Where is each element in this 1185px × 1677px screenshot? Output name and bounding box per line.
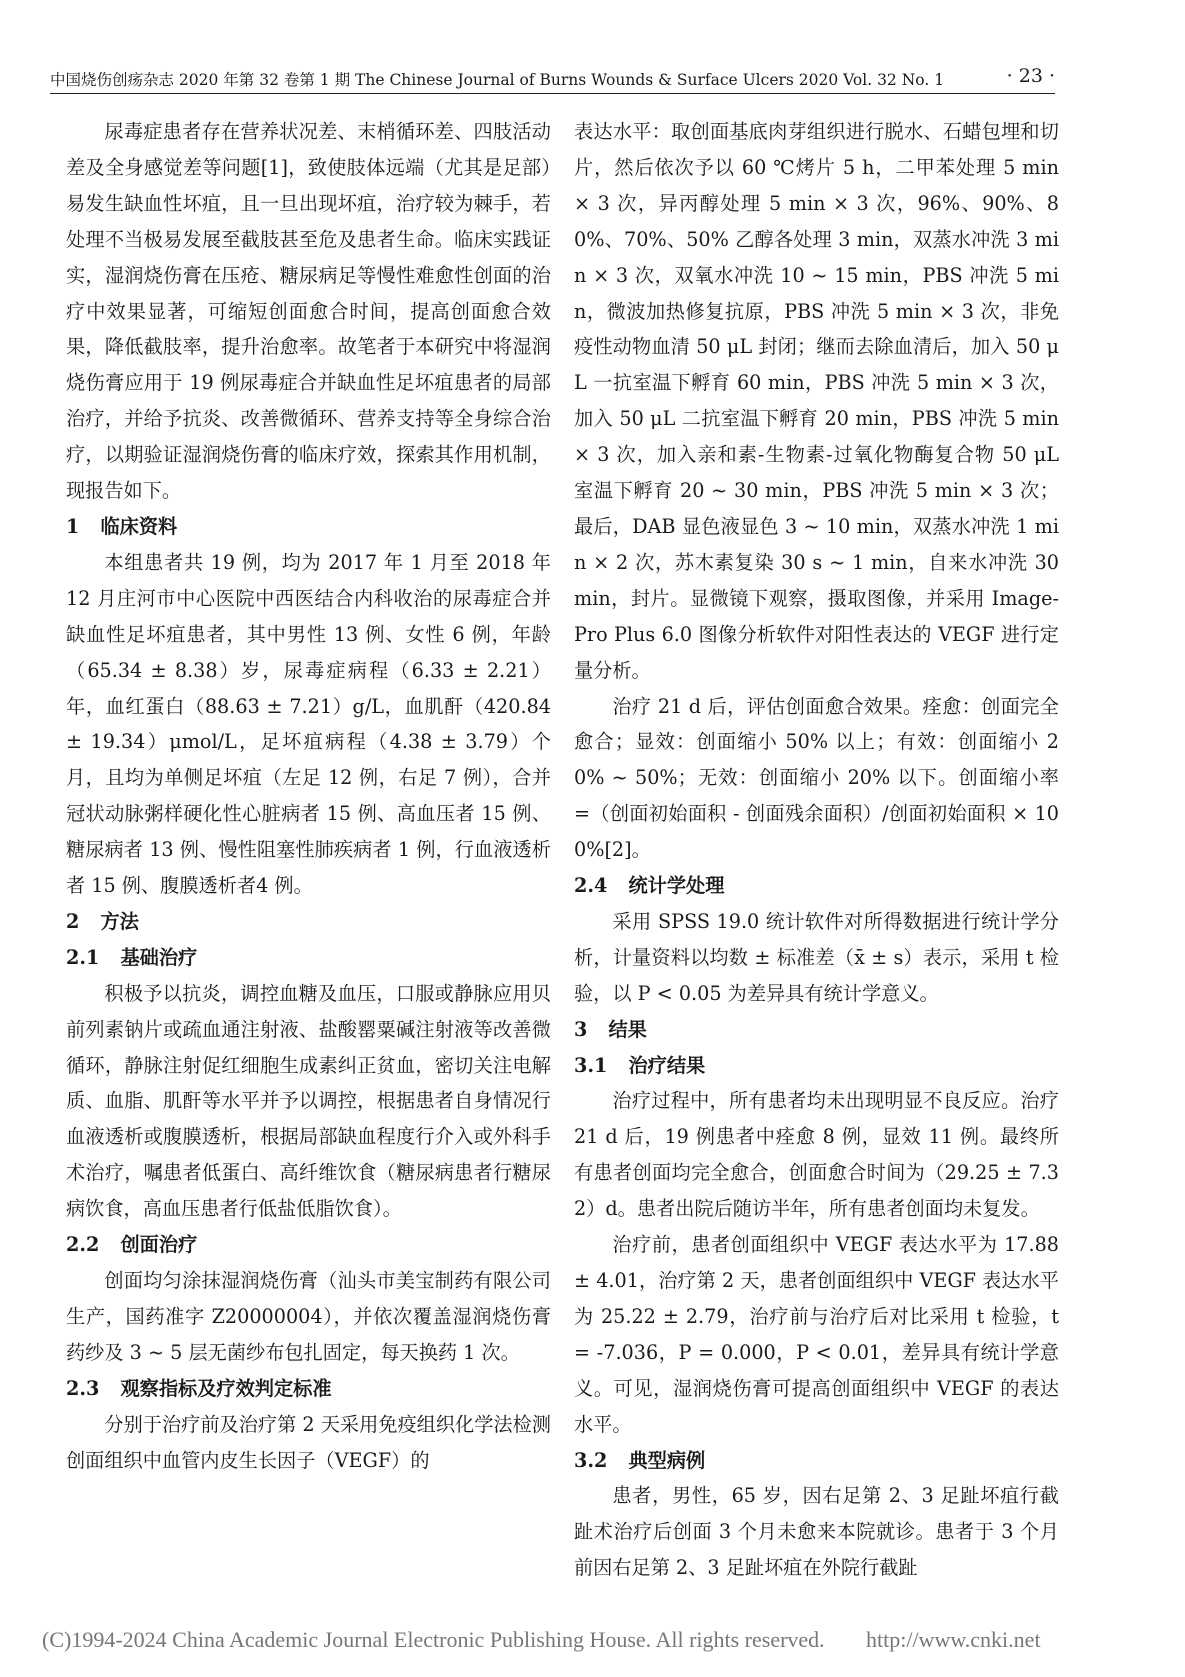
journal-citation: 中国烧伤创疡杂志 2020 年第 32 卷第 1 期 The Chinese Journal of Burns Wounds & Surface Ulcers 2020 Vol. 32 No. 1 xyxy=(50,71,945,89)
paragraph: 患者，男性，65 岁，因右足第 2、3 足趾坏疽行截趾术治疗后创面 3 个月未愈来本院就诊。患者于 3 个月前因右足第 2、3 足趾坏疽在外院行截趾 xyxy=(574,1484,1059,1580)
section-heading xyxy=(574,1012,1059,1048)
section-number: 2.1 xyxy=(66,945,100,969)
paragraph: 尿毒症患者存在营养状况差、末梢循环差、四肢活动差及全身感觉差等问题[1]，致使肢体远端（尤其是足部）易发生缺血性坏疽，且一旦出现坏疽，治疗较为棘手，若处理不当极易发展至截肢甚至危及患者生命。临床实践证实，湿润烧伤膏在压疮、糖尿病足等慢性难愈性创面的治疗中效果显著，可缩短创面愈合时间，提高创面愈合效果，降低截肢率，提升治愈率。故笔者于本研究中将湿润烧伤膏应用于 19 例尿毒症合并缺血性足坏疽患者的局部治疗，并给予抗炎、改善微循环、营养支持等全身综合治疗，以期验证湿润烧伤膏的临床疗效，探索其作用机制，现报告如下。 xyxy=(66,120,551,503)
section-number: 2.4 xyxy=(574,874,608,898)
section-number: 2.3 xyxy=(66,1376,100,1400)
paragraph: 分别于治疗前及治疗第 2 天采用免疫组织化学法检测创面组织中血管内皮生长因子（VEGF）的 xyxy=(66,1412,551,1472)
section-title: 统计学处理 xyxy=(628,874,725,898)
section-title: 典型病例 xyxy=(628,1448,706,1472)
paragraph: 治疗前，患者创面组织中 VEGF 表达水平为 17.88 ± 4.01，治疗第 2 天，患者创面组织中 VEGF 表达水平为 25.22 ± 2.79，治疗前与治疗后对比采用 t 检验，t = -7.036，P = 0.000，P < 0.01，差异具有统计学意义。可见，湿润烧伤膏可提高创面组织中 VEGF 的表达水平。 xyxy=(574,1233,1059,1436)
section-heading xyxy=(574,1048,1059,1084)
section-number: 2 xyxy=(66,909,80,933)
section-number: 3 xyxy=(574,1017,588,1041)
running-header xyxy=(50,62,1055,92)
section-title: 创面治疗 xyxy=(120,1233,198,1257)
section-title: 方法 xyxy=(100,909,139,933)
copyright-footer xyxy=(42,1627,1042,1653)
page-number: · 23 · xyxy=(1006,65,1055,87)
section-title: 观察指标及疗效判定标准 xyxy=(120,1376,332,1400)
section-heading xyxy=(574,868,1059,904)
cnki-url: http://www.cnki.net xyxy=(866,1627,1041,1652)
paragraph: 采用 SPSS 19.0 统计软件对所得数据进行统计学分析，计量资料以均数 ± 标准差（x̄ ± s）表示，采用 t 检验，以 P < 0.05 为差异具有统计学意义。 xyxy=(574,909,1059,1005)
section-heading xyxy=(66,1227,551,1263)
section-title: 临床资料 xyxy=(100,514,178,538)
copyright-text: (C)1994-2024 China Academic Journal Electronic Publishing House. All rights reserved. xyxy=(42,1627,825,1652)
section-heading xyxy=(66,1371,551,1407)
section-number: 3.1 xyxy=(574,1053,608,1077)
section-heading xyxy=(574,1443,1059,1479)
section-title: 结果 xyxy=(608,1017,647,1041)
header-rule xyxy=(50,93,1055,94)
paragraph: 积极予以抗炎，调控血糖及血压，口服或静脉应用贝前列素钠片或疏血通注射液、盐酸罂粟碱注射液等改善微循环，静脉注射促红细胞生成素纠正贫血，密切关注电解质、血脂、肌酐等水平并予以调控，根据患者自身情况行血液透析或腹膜透析，根据局部缺血程度行介入或外科手术治疗，嘱患者低蛋白、高纤维饮食（糖尿病患者行糖尿病饮食，高血压患者行低盐低脂饮食）。 xyxy=(66,981,551,1221)
left-column xyxy=(66,114,551,1478)
paragraph: 治疗过程中，所有患者均未出现明显不良反应。治疗 21 d 后，19 例患者中痊愈 8 例，显效 11 例。最终所有患者创面均完全愈合，创面愈合时间为（29.25 ± 7.32）d。患者出院后随访半年，所有患者创面均未复发。 xyxy=(574,1089,1059,1221)
section-title: 治疗结果 xyxy=(628,1053,706,1077)
section-heading xyxy=(66,940,551,976)
section-heading xyxy=(66,509,551,545)
section-number: 3.2 xyxy=(574,1448,608,1472)
right-column xyxy=(574,114,1059,1586)
section-title: 基础治疗 xyxy=(120,945,198,969)
paragraph-continued: 表达水平：取创面基底肉芽组织进行脱水、石蜡包埋和切片，然后依次予以 60 ℃烤片 5 h，二甲苯处理 5 min × 3 次，异丙醇处理 5 min × 3 次，96%、90%、80%、70%、50% 乙醇各处理 3 min，双蒸水冲洗 3 min × 3 次，双氧水冲洗 10 ~ 15 min，PBS 冲洗 5 min，微波加热修复抗原，PBS 冲洗 5 min × 3 次，非免疫性动物血清 50 μL 封闭；继而去除血清后，加入 50 μL 一抗室温下孵育 60 min，PBS 冲洗 5 min × 3 次，加入 50 μL 二抗室温下孵育 20 min，PBS 冲洗 5 min × 3 次，加入亲和素-生物素-过氧化物酶复合物 50 μL 室温下孵育 20 ~ 30 min，PBS 冲洗 5 min × 3 次；最后，DAB 显色液显色 3 ~ 10 min，双蒸水冲洗 1 min × 2 次，苏木素复染 30 s ~ 1 min，自来水冲洗 30 min，封片。显微镜下观察，摄取图像，并采用 Image-Pro Plus 6.0 图像分析软件对阳性表达的 VEGF 进行定量分析。 xyxy=(574,120,1059,682)
section-number: 1 xyxy=(66,514,80,538)
paragraph: 本组患者共 19 例，均为 2017 年 1 月至 2018 年 12 月庄河市中心医院中西医结合内科收治的尿毒症合并缺血性足坏疽患者，其中男性 13 例、女性 6 例，年龄（65.34 ± 8.38）岁，尿毒症病程（6.33 ± 2.21）年，血红蛋白（88.63 ± 7.21）g/L，血肌酐（420.84 ± 19.34）μmol/L，足坏疽病程（4.38 ± 3.79）个月，且均为单侧足坏疽（左足 12 例，右足 7 例），合并冠状动脉粥样硬化性心脏病者 15 例、高血压者 15 例、糖尿病者 13 例、慢性阻塞性肺疾病者 1 例，行血液透析者 15 例、腹膜透析者4 例。 xyxy=(66,550,551,898)
section-number: 2.2 xyxy=(66,1233,100,1257)
section-heading xyxy=(66,904,551,940)
paragraph: 创面均匀涂抹湿润烧伤膏（汕头市美宝制药有限公司生产，国药准字 Z20000004），并依次覆盖湿润烧伤膏药纱及 3 ~ 5 层无菌纱布包扎固定，每天换药 1 次。 xyxy=(66,1269,551,1364)
paragraph: 治疗 21 d 后，评估创面愈合效果。痊愈：创面完全愈合；显效：创面缩小 50% 以上；有效：创面缩小 20% ~ 50%；无效：创面缩小 20% 以下。创面缩小率 =（创面初始面积 - 创面残余面积）/创面初始面积 × 100%[2]。 xyxy=(574,694,1059,862)
